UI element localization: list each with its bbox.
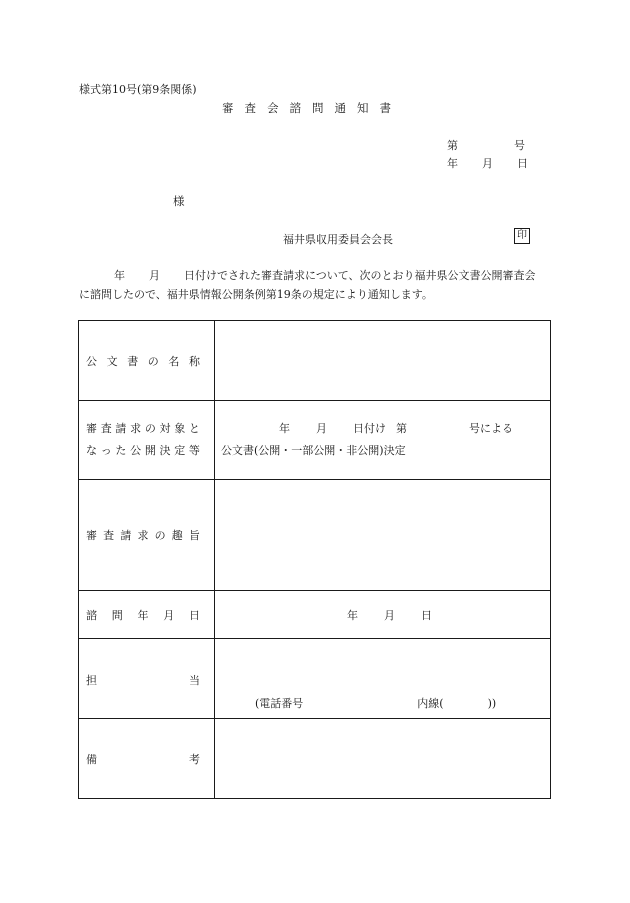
label-request-target <box>79 401 215 480</box>
label-char: 備 <box>86 752 97 766</box>
row-request-purpose <box>79 480 551 591</box>
inquiry-day: 日 <box>421 608 432 622</box>
label-char: 日 <box>189 608 200 622</box>
row-person-in-charge <box>79 639 551 719</box>
label-char: 称 <box>188 354 200 368</box>
document-number-line <box>447 137 525 153</box>
label-char: 求 <box>130 422 142 435</box>
label-char: 当 <box>189 674 200 687</box>
notice-body <box>79 266 559 304</box>
value-inquiry-date[interactable] <box>215 591 551 639</box>
label-char: た <box>115 444 127 457</box>
label-char: 定 <box>174 444 186 457</box>
value-request-target[interactable] <box>215 401 551 480</box>
label-inquiry-date <box>79 591 215 639</box>
row-inquiry-date <box>79 591 551 639</box>
label-char: 対 <box>159 422 171 435</box>
label-request-purpose <box>79 480 215 591</box>
value-document-name[interactable] <box>215 321 551 401</box>
label-char: 旨 <box>188 529 200 542</box>
label-char: 趣 <box>171 529 183 542</box>
inquiry-year: 年 <box>347 608 358 622</box>
label-char: 書 <box>127 354 139 368</box>
label-char: 月 <box>163 608 175 622</box>
phone-line <box>215 695 550 711</box>
addressee-suffix: 様 <box>173 194 185 208</box>
label-char: 等 <box>188 444 200 457</box>
form-number: 様式第10号(第9条関係) <box>79 83 197 96</box>
label-char: 象 <box>174 422 186 435</box>
label-char: 年 <box>137 608 149 622</box>
label-remarks <box>79 719 215 799</box>
number-suffix: 号 <box>514 139 525 152</box>
label-char: っ <box>100 444 112 457</box>
target-number-prefix: 第 <box>396 422 407 435</box>
label-char: 担 <box>86 674 97 687</box>
label-char: 問 <box>111 608 123 622</box>
label-person-in-charge <box>79 639 215 719</box>
label-char: 諮 <box>86 608 97 622</box>
label-char: 考 <box>189 752 200 766</box>
row-document-name <box>79 321 551 401</box>
notice-rest: 日付けでされた審査請求について、次のとおり福井県公文書公開審査会 <box>184 269 536 282</box>
label-char: 査 <box>100 422 112 435</box>
inquiry-month: 月 <box>384 608 395 622</box>
label-char: の <box>147 354 159 368</box>
document-date-line <box>447 155 528 171</box>
notice-form-table <box>78 320 551 799</box>
label-char: 審 <box>86 422 97 435</box>
label-char: 公 <box>130 444 142 457</box>
target-date-line <box>215 418 550 440</box>
label-char: と <box>188 422 200 435</box>
target-month: 月 <box>316 422 327 435</box>
notice-month: 月 <box>149 269 160 282</box>
label-document-name <box>79 321 215 401</box>
value-person-in-charge[interactable] <box>215 639 551 719</box>
label-char: 請 <box>120 529 132 542</box>
label-char: の <box>144 422 156 435</box>
issuer-name: 福井県収用委員会会長 <box>283 233 393 246</box>
label-char: 請 <box>115 422 127 435</box>
row-remarks <box>79 719 551 799</box>
label-char: な <box>86 444 97 457</box>
value-request-purpose[interactable] <box>215 480 551 591</box>
seal-mark: 印 <box>514 228 530 244</box>
label-char: 文 <box>106 354 118 368</box>
label-char: 査 <box>103 529 115 542</box>
notice-line-2: に諮問したので、福井県情報公開条例第19条の規定により通知します。 <box>79 288 433 301</box>
extension-close: )) <box>487 697 497 710</box>
label-char: 求 <box>137 529 149 542</box>
document-title: 審査会諮問通知書 <box>222 101 402 115</box>
row-request-target <box>79 401 551 480</box>
label-char: 決 <box>159 444 171 457</box>
phone-label: (電話番号 <box>255 697 304 710</box>
date-month: 月 <box>482 157 493 170</box>
value-remarks[interactable] <box>215 719 551 799</box>
date-year: 年 <box>447 157 458 170</box>
date-day: 日 <box>517 157 528 170</box>
extension-label: 内線( <box>417 697 444 710</box>
target-decision-line: 公文書(公開・一部公開・非公開)決定 <box>221 444 406 457</box>
target-number-suffix: 号による <box>469 422 513 435</box>
target-dated: 日付け <box>353 422 386 435</box>
label-char: の <box>154 529 166 542</box>
notice-line-1 <box>79 266 559 285</box>
label-char: 公 <box>86 354 97 368</box>
label-char: 審 <box>86 529 97 542</box>
notice-year: 年 <box>114 269 125 282</box>
number-prefix: 第 <box>447 139 458 152</box>
label-char: 開 <box>144 444 156 457</box>
label-char: 名 <box>168 354 180 368</box>
target-year: 年 <box>279 422 290 435</box>
